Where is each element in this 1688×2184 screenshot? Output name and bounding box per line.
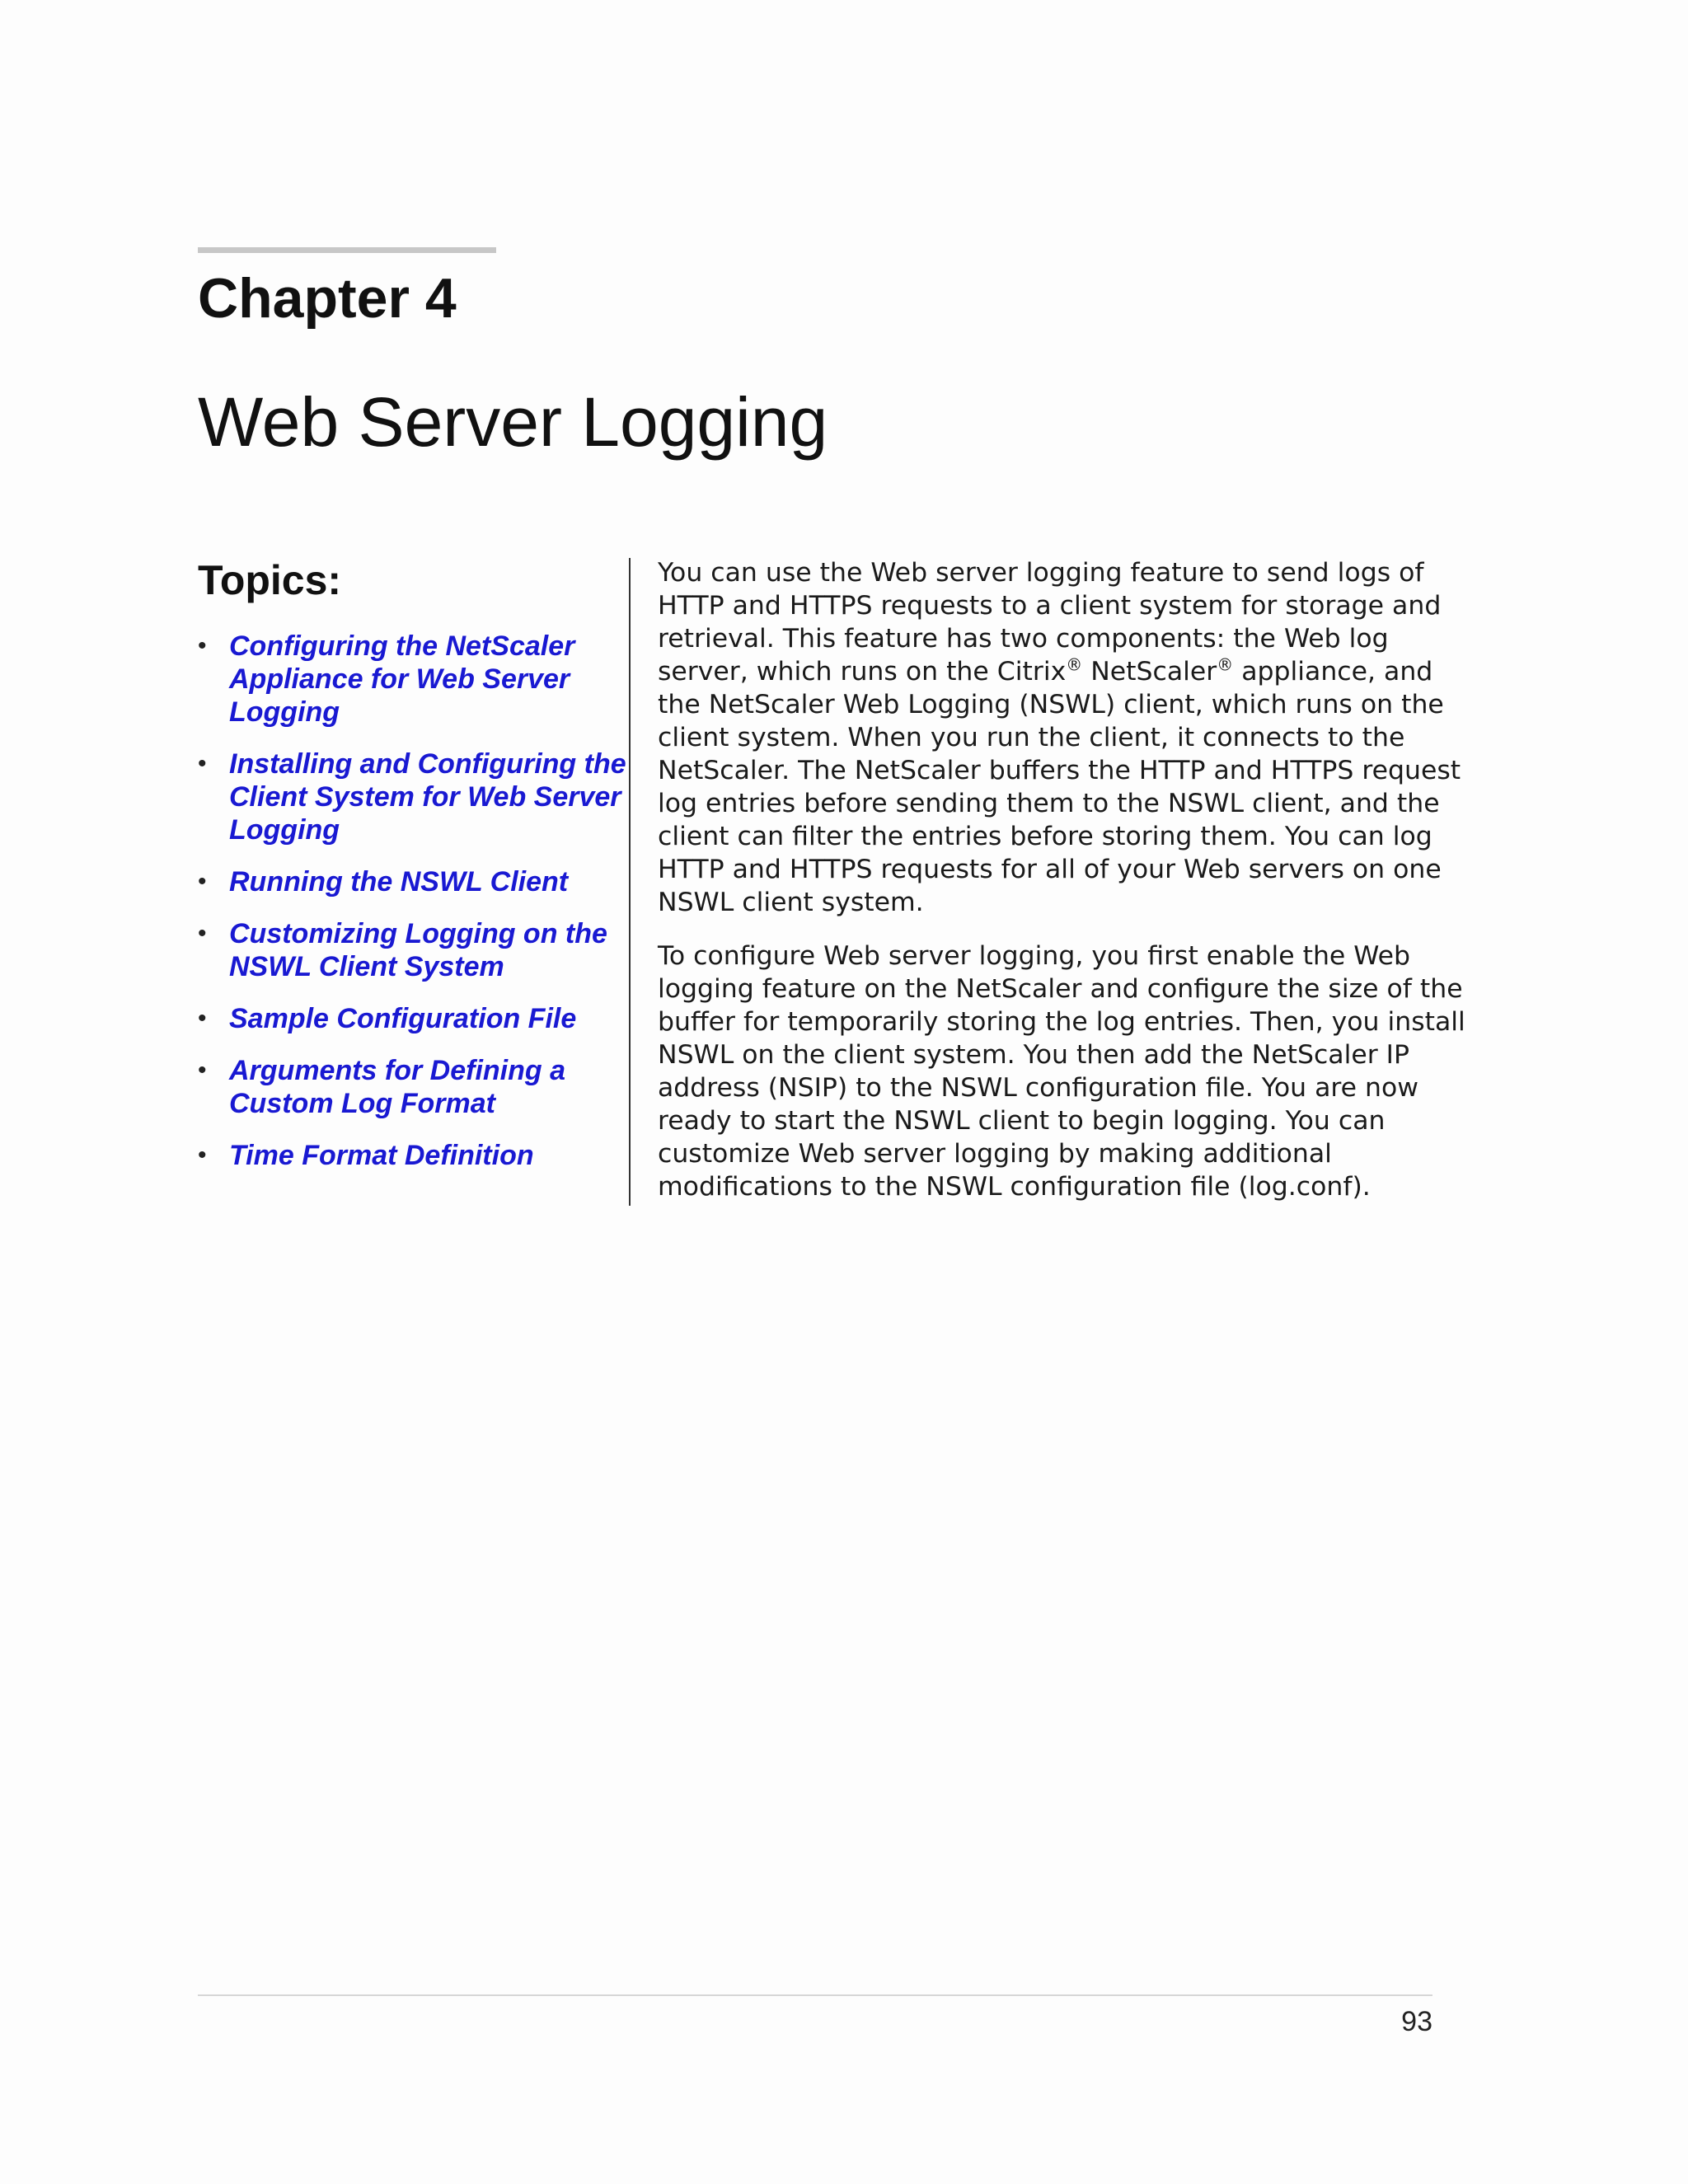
topic-link-installing-client[interactable]: Installing and Configuring the Client System for Web Server Logging	[229, 748, 626, 846]
topic-item	[198, 1139, 626, 1172]
topic-item	[198, 865, 626, 898]
topic-item	[198, 748, 626, 846]
topics-list	[198, 630, 626, 1172]
page-number: 93	[1401, 2006, 1432, 2037]
chapter-title: Web Server Logging	[198, 383, 828, 461]
topic-link-custom-log-format[interactable]: Arguments for Defining a Custom Log Format	[229, 1055, 566, 1119]
bullet-icon: •	[198, 920, 207, 947]
bullet-icon: •	[198, 1057, 207, 1084]
chapter-label: Chapter 4	[198, 267, 457, 330]
bullet-icon: •	[198, 632, 207, 659]
topic-item	[198, 917, 626, 983]
registered-mark: ®	[1217, 654, 1234, 675]
intro-text	[658, 556, 1482, 1224]
intro-paragraph-2: To configure Web server logging, you first enable the Web logging feature on the NetScaler and configure the size of the buffer for temporarily storing the log entries. Then, you install NSWL on the client system. You then add the NetScaler IP address (NSIP) to the NSWL configuration file. You are now ready to start the NSWL client to begin logging. You can customize Web server logging by making additional modifications to the NSWL configuration file (log.conf).	[658, 941, 1465, 1202]
bullet-icon: •	[198, 1141, 207, 1169]
chapter-top-rule	[198, 247, 496, 253]
registered-mark: ®	[1066, 654, 1083, 675]
intro-p1-part1: You can use the Web server logging feature to send logs of HTTP and HTTPS requests to a client system for storage and retrieval. This feature has two components: the Web log server, which runs on the Citrix	[658, 558, 1442, 687]
topic-link-configuring-netscaler[interactable]: Configuring the NetScaler Appliance for Web Server Logging	[229, 630, 575, 728]
topic-item	[198, 630, 626, 729]
footer-rule	[198, 1994, 1432, 1996]
intro-p1-part2: NetScaler	[1082, 657, 1217, 687]
topic-item	[198, 1002, 626, 1035]
column-divider	[629, 558, 631, 1206]
topics-panel	[198, 554, 626, 1191]
intro-paragraph-1	[658, 556, 1482, 919]
topic-link-running-nswl[interactable]: Running the NSWL Client	[229, 866, 569, 898]
bullet-icon: •	[198, 750, 207, 777]
bullet-icon: •	[198, 1005, 207, 1032]
topic-link-sample-config[interactable]: Sample Configuration File	[229, 1003, 577, 1034]
topic-link-time-format[interactable]: Time Format Definition	[229, 1140, 534, 1171]
bullet-icon: •	[198, 868, 207, 895]
topic-link-customizing-logging[interactable]: Customizing Logging on the NSWL Client System	[229, 918, 607, 982]
topic-item	[198, 1054, 626, 1120]
topics-heading: Topics:	[198, 557, 342, 603]
intro-p1-part3: appliance, and the NetScaler Web Logging (NSWL) client, which runs on the client system. When you run the client, it connects to the NetScaler. The NetScaler buffers the HTTP and HTTPS request log entries before sending them to the NSWL client, and the client can filter the entries before storing them. You can log HTTP and HTTPS requests for all of your Web servers on one NSWL client system.	[658, 657, 1461, 917]
